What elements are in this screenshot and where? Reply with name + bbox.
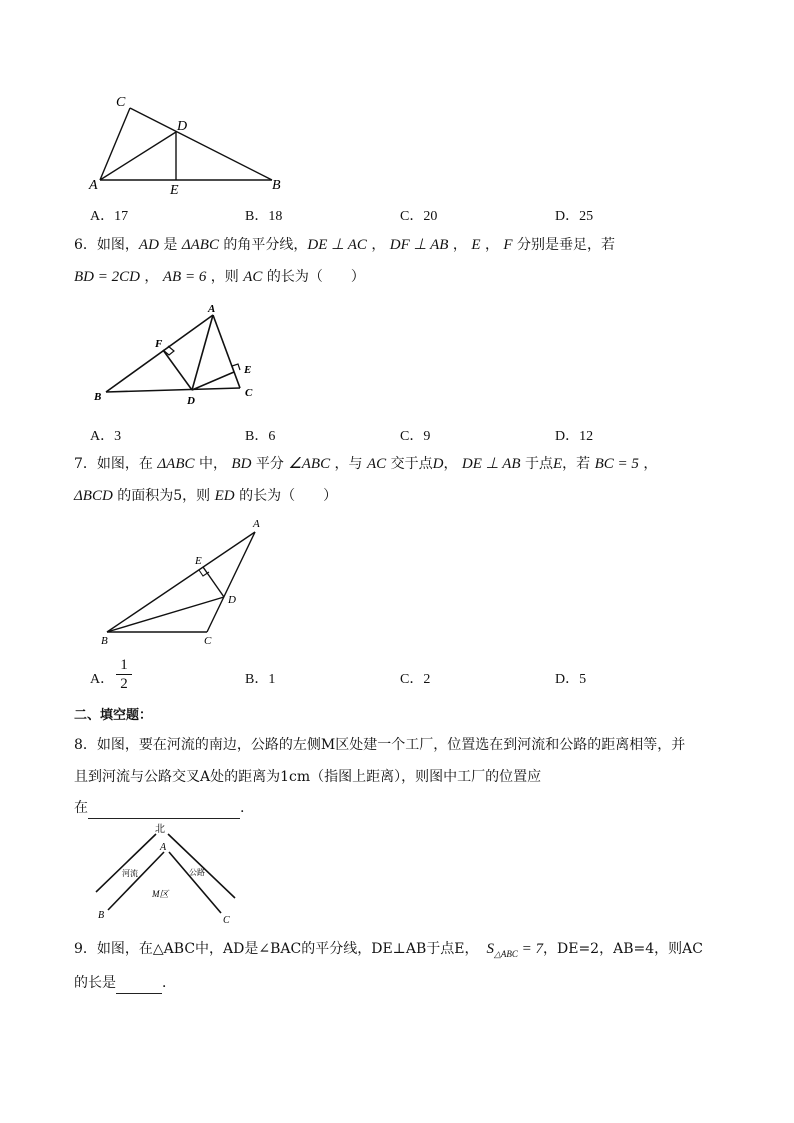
q7-option-d[interactable]: D．5 [555,672,587,687]
q5-option-b[interactable]: B．18 [245,209,283,224]
fraction-bar [116,674,132,675]
q8-answer-blank[interactable] [88,802,240,819]
q6-line2: BD = 2CD ， AB = 6 ，则 AC 的长为（ ） [74,269,365,285]
q8-label-north: 北 [155,824,165,835]
q8-figure [88,822,258,930]
q8-label-c: C [223,915,230,926]
q7-label-b: B [101,635,108,647]
q7-label-d: D [228,594,236,606]
q9-answer-blank[interactable] [116,977,162,994]
q6-option-b[interactable]: B．6 [245,429,276,444]
q6-label-b: B [94,391,102,403]
q6-label-c: C [245,387,253,399]
q9-line2: 的长是 ． [74,972,176,994]
q7-label-c: C [204,635,212,647]
q8-label-a: A [160,842,167,853]
q6-line1: 6．如图，AD 是 ΔABC 的角平分线，DE ⊥ AC ， DF ⊥ AB ， E ， F 分别是垂足，若 [74,237,616,253]
q7-figure [95,515,275,650]
q6-option-d[interactable]: D．12 [555,429,594,444]
q5-option-c[interactable]: C．20 [400,209,438,224]
q8-line2: 且到河流与公路交叉A处的距离为1cm（指图上距离），则图中工厂的位置应 [74,769,542,785]
q8-label-b: B [98,910,105,921]
q7-option-c[interactable]: C．2 [400,672,431,687]
q7-option-a-fraction [116,657,132,692]
section-heading-fill-in: 二、填空题： [74,708,153,723]
q8-line1: 8．如图，要在河流的南边，公路的左侧M区处建一个工厂，位置选在到河流和公路的距离相等，并 [74,737,686,753]
q6-figure [88,300,278,410]
q7-label-e: E [195,555,202,567]
q5-label-a: A [89,178,98,193]
q8-label-road: 公路 [189,868,205,877]
q7-option-b[interactable]: B．1 [245,672,276,687]
q8-label-river: 河流 [122,869,138,878]
q6-label-d: D [187,395,195,407]
q7-line1: 7．如图，在 ΔABC 中， BD 平分 ∠ABC ，与 AC 交于点D， DE ⊥ AB 于点E，若 BC = 5 ， [74,456,658,472]
q5-option-a[interactable]: A．17 [90,209,129,224]
q9-line1: 9．如图，在△ABC中，AD是∠BAC的平分线，DE⊥AB于点E， $S_{\triangle ABC} = 7$，DE=2，AB=4，则AC [74,941,703,959]
q5-label-d: D [177,119,188,134]
q6-label-a: A [208,303,216,315]
fraction-numerator: 1 [120,657,128,673]
q5-label-e: E [170,183,179,198]
q5-label-b: B [272,178,281,193]
q5-label-c: C [116,95,126,110]
q6-label-e: E [244,364,252,376]
q8-label-zone: M区 [152,889,169,899]
q9-area-symbol: $S_{\triangle ABC} = 7$ [486,941,543,959]
q7-option-a-label: A． [90,672,115,687]
q7-label-a: A [253,518,260,530]
fraction-denominator: 2 [120,676,128,692]
q6-option-c[interactable]: C．9 [400,429,431,444]
q6-label-f: F [155,338,163,350]
q5-option-d[interactable]: D．25 [555,209,594,224]
q8-line3: 在 . [74,797,244,819]
q7-line2: ΔBCD 的面积为5，则 ED 的长为（ ） [74,488,338,504]
q7-option-a[interactable] [90,668,114,688]
q6-option-a[interactable]: A．3 [90,429,122,444]
q5-figure [80,90,300,200]
